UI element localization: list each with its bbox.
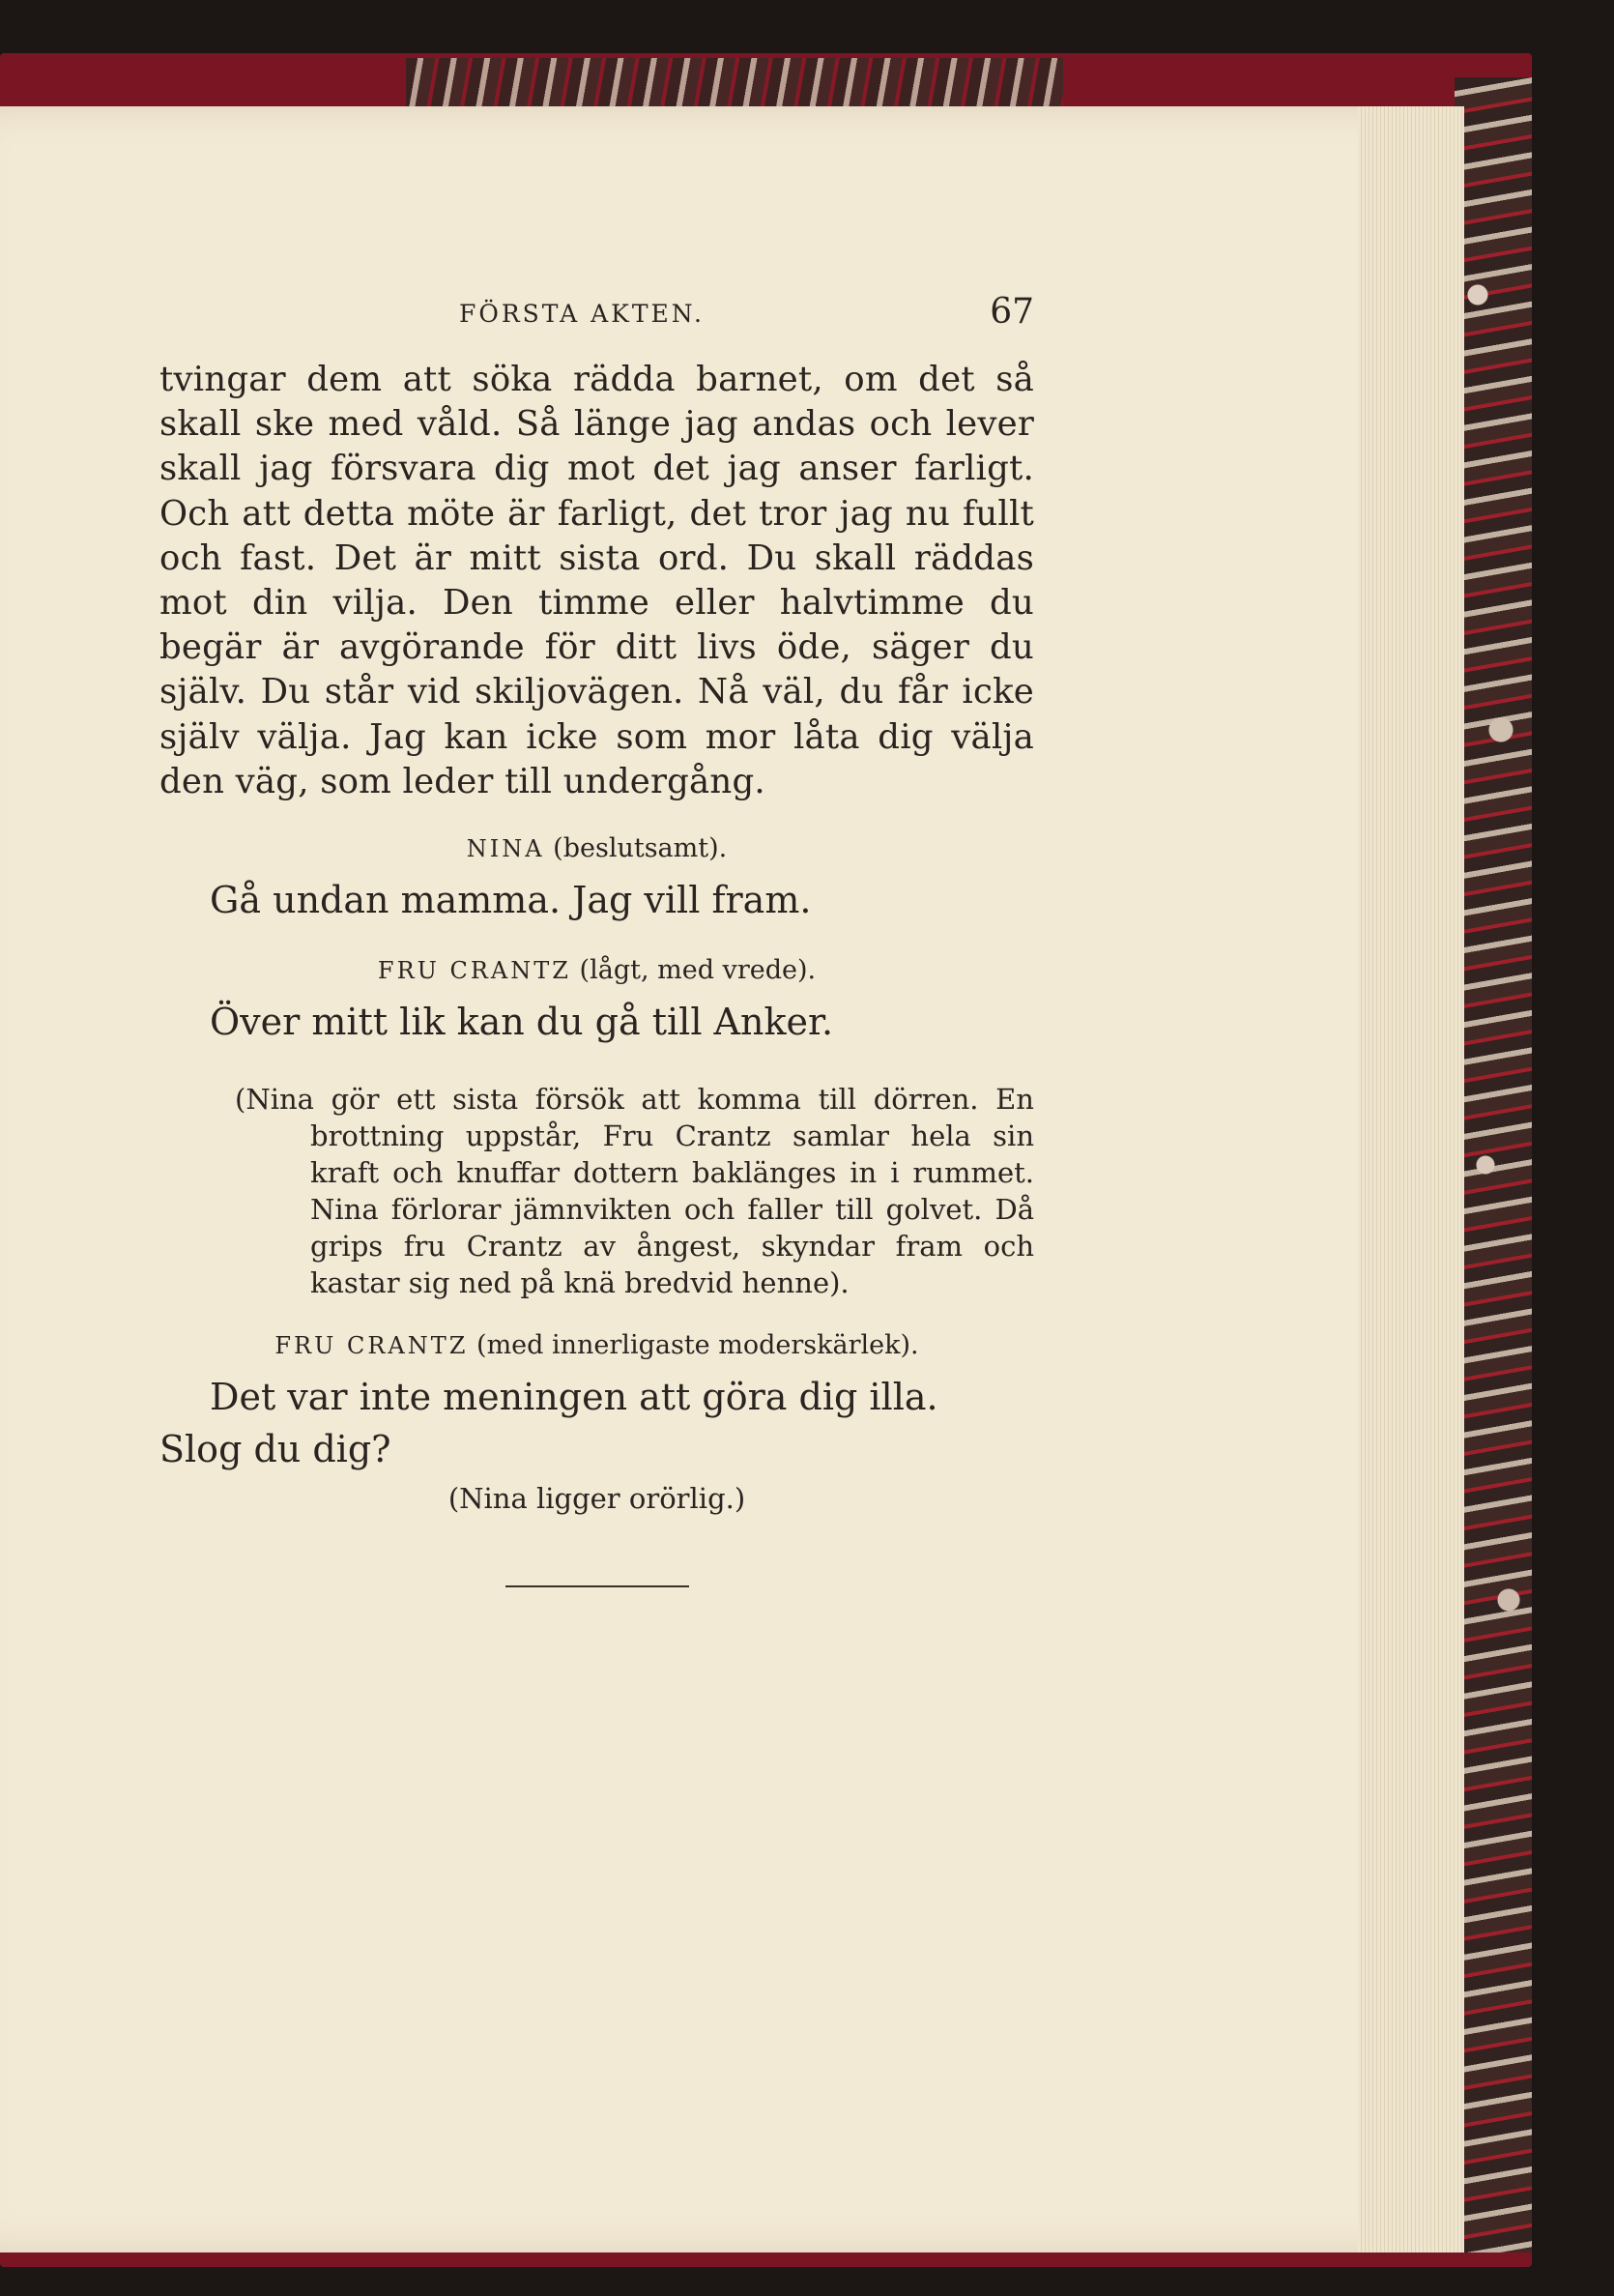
speaker-name: FRU CRANTZ xyxy=(377,957,571,985)
stage-direction-block xyxy=(159,1081,1034,1301)
speaker-heading-1 xyxy=(159,829,1034,868)
page-header xyxy=(159,280,1034,358)
speaker-heading-2 xyxy=(159,951,1034,990)
speaker-direction: (lågt, med vrede). xyxy=(579,955,817,986)
stage-direction: (Nina gör ett sista försök att komma till dörren. En brottning uppstår, Fru Crantz samlar hela sin kraft och knuffar dottern baklänges in i rummet. Nina förlorar jämnvikten och faller till golvet. Då grips fru Crantz av ångest, skyndar fram och kastar sig ned på knä bredvid henne). xyxy=(235,1083,1034,1300)
speaker-direction: (beslutsamt). xyxy=(553,833,728,864)
dialogue-line-2: Över mitt lik kan du gå till Anker. xyxy=(210,1001,834,1044)
dialogue-line-1: Gå undan mamma. Jag vill fram. xyxy=(210,879,812,922)
closing-stage-direction: (Nina ligger orörlig.) xyxy=(447,1482,746,1516)
marbled-endpaper-top xyxy=(406,58,1063,111)
speaker-heading-3 xyxy=(159,1326,1034,1365)
marbled-endpaper-right xyxy=(1455,77,1532,2252)
speaker-name: FRU CRANTZ xyxy=(274,1332,469,1360)
dialogue-line-3a: Det var inte meningen att göra dig illa. xyxy=(210,1376,938,1419)
body-paragraph: tvingar dem att söka rädda barnet, om det så skall ske med våld. Så länge jag andas och lever skall jag försvara dig mot det jag anser farligt. Och att detta möte är farligt, det tror jag nu fullt och fast. Det är mitt sista ord. Du skall räddas mot din vilja. Den timme eller halvtimme du begär är avgörande för ditt livs öde, säger du själv. Du står vid skiljovägen. Nå väl, du får icke själv välja. Jag kan icke som mor låta dig välja den väg, som leder till undergång. xyxy=(159,360,1034,801)
dialogue-line-3b: Slog du dig? xyxy=(159,1428,391,1471)
speaker-direction: (med innerligaste moderskärlek). xyxy=(476,1330,919,1361)
page-number: 67 xyxy=(990,292,1034,332)
section-rule xyxy=(505,1585,689,1587)
speaker-name: NINA xyxy=(466,835,545,863)
page-content xyxy=(159,280,1034,1587)
running-head: FÖRSTA AKTEN. xyxy=(459,300,705,328)
page-edges xyxy=(1358,106,1464,2252)
